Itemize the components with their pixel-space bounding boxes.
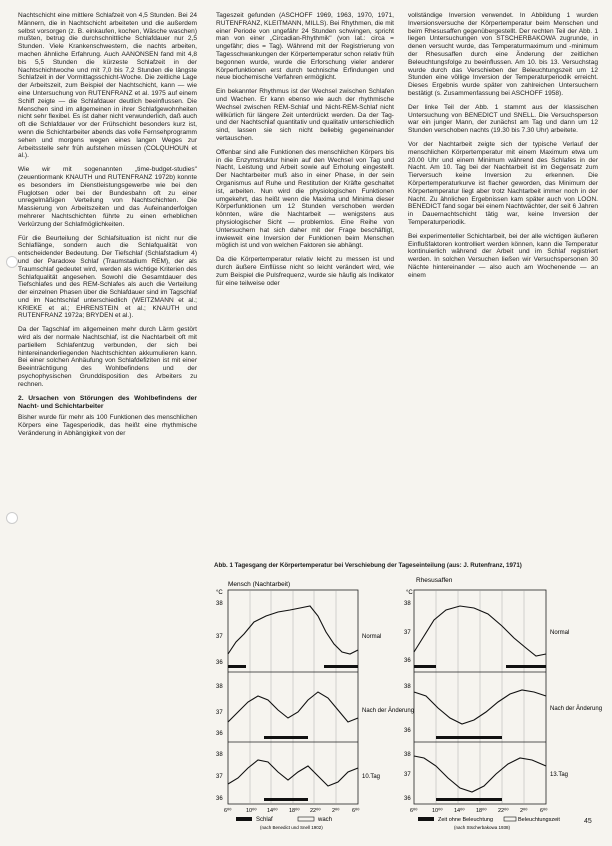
y-tick: 36 (216, 731, 223, 737)
source-left: (nach Benedict und Snell 1902) (260, 825, 323, 830)
right-x-ticks (410, 807, 548, 814)
paragraph: Da die Körpertemperatur relativ leicht zu messen ist und durch äußere Einflüsse nicht so leicht verändert wird, wie zum Beispiel die Pulsfrequenz, wurde sie häufig als Indikator für eine teilweise oder (216, 256, 394, 287)
sleep-bar (264, 736, 308, 739)
left-x-ticks (224, 807, 360, 814)
y-tick: 38 (404, 752, 411, 758)
paragraph: Ein bekannter Rhythmus ist der Wechsel zwischen Schlafen und Wachen. Er kann ebenso wie auch der rhythmische Wechsel zwischen REM-Schlaf und Nicht-REM-Schlaf nicht willkürlich für längere Zeit unterdrückt werden. Da der Tag- und der Nachtschlaf quantitativ und qualitativ unterschiedlich sind, lassen sie sich nicht beliebig gegeneinander vertauschen. (216, 88, 394, 142)
y-tick: 38 (404, 601, 411, 607)
sleep-bar (324, 665, 358, 668)
svg-text:22⁰⁰: 22⁰⁰ (310, 808, 321, 814)
legend-label: Zeit ohne Beleuchtung (438, 817, 494, 823)
curve-label: Nach der Änderung (362, 708, 415, 714)
column-2 (216, 12, 394, 293)
y-tick: 37 (216, 710, 223, 716)
legend-label: Beleuchtungszeit (518, 817, 560, 823)
y-tick: 38 (404, 684, 411, 690)
right-gridlines (436, 590, 524, 804)
svg-text:2⁰⁰: 2⁰⁰ (332, 808, 340, 814)
y-tick: 37 (404, 772, 411, 778)
svg-text:14⁰⁰: 14⁰⁰ (454, 808, 465, 814)
legend-label: Schlaf (256, 817, 273, 823)
y-unit-left: °C (216, 590, 223, 596)
svg-text:6⁰⁰: 6⁰⁰ (224, 808, 232, 814)
legend-swatch-dark (418, 817, 434, 821)
svg-text:6⁰⁰: 6⁰⁰ (410, 808, 418, 814)
y-unit-right: °C (406, 590, 413, 596)
paragraph: Bei experimenteller Schichtarbeit, bei der alle wichtigen äußeren Einflußfaktoren kontrolliert werden können, kann die Temperatur kontinuierlich während der Arbeit und im Schlaf registriert werden. In solchen Versuchen ließen wir Versuchspersonen 30 Nächte hintereinander — also auch am Wochenende — an einem (408, 232, 598, 279)
y-tick: 38 (216, 684, 223, 690)
y-tick: 36 (404, 658, 411, 664)
right-panel-title: Rhesusaffen (416, 577, 453, 584)
page-number: 45 (584, 818, 592, 825)
paragraph: Bisher wurde für mehr als 100 Funktionen des menschlichen Körpers eine Tagesperiodik, das heißt eine rhythmische Veränderung in Abhängigkeit von der (18, 414, 197, 438)
y-tick: 37 (216, 634, 223, 640)
curve-label: Nach der Änderung (550, 706, 603, 712)
paragraph: Offenbar sind alle Funktionen des menschlichen Körpers bis in die Enzymstruktur hinein auf den Wechsel von Tag und Nacht, Leistung und Arbeit sowie auf Erholung eingestellt. Der Nachtarbeiter muß also in einer Phase, in der sein Organismus auf Ruhe und Restitution der Kräfte geschaltet ist, arbeiten. Nun wird die physiologischen Funktionen umgekehrt, das heißt wenn die Maxima und Minima dieser Körperfunktionen um 12 Stunden verschoben werden könnten, wäre die Nachtarbeit — wenigstens aus physiologischer Sicht — problemlos. Eine Reihe von Untersuchern hat sich daher mit der Frage beschäftigt, inwieweit eine Inversion der Funktionen beim Menschen möglich ist und von welchen Faktoren sie abhängt. (216, 148, 394, 250)
svg-text:14⁰⁰: 14⁰⁰ (267, 808, 278, 814)
source-right: (nach Stscherbakowa 1938) (454, 825, 511, 830)
curve-label: 10.Tag (362, 774, 381, 780)
y-tick: 37 (404, 630, 411, 636)
paragraph: Der linke Teil der Abb. 1 stammt aus der klassischen Untersuchung von BENEDICT und SNELL. Die Versuchsperson war ein junger Mann, der zunächst am Tag und dann um 12 Stunden verschoben nachts (19.30 bis 7.30 Uhr) arbeitete. (408, 103, 598, 135)
paragraph: Vor der Nachtarbeit zeigte sich der typische Verlauf der menschlichen Körpertemperatur mit einem Maximum etwa um 20.00 Uhr und einem Minimum während des Schlafes in der Nacht. Am 10. Tag bei der Nachtarbeit ist im Gegensatz zum Tierversuch keine Inversion zu erkennen. Die Körpertemperaturkurve ist flacher geworden, das Minimum der Körpertemperatur liegt aber trotz Nachtarbeit immer noch in der Nacht. Zu ähnlichen Ergebnissen kam später auch von LOON. BENEDICT fand sogar bei einem Nachtwächter, der seit 6 Jahren in Dauernachtschicht tätig war, keine Inversion der Temperaturperiodik. (408, 140, 598, 226)
paragraph: vollständige Inversion verwendet. In Abbildung 1 wurden Inversionsversuche der Körpertemperatur beim Menschen und beim Rhesusaffen gegenübergestellt. Der rechten Teil der Abb. 1 liegen Untersuchungen von STSCHERBAKOWA zugrunde, in denen versucht wurde, das Temperaturmaximum und -minimum der Rhesusaffen durch eine Änderung der zeitlichen Beleuchtungsfolge zu beeinflussen. Am 10. bis 13. Versuchstag wurde durch das Verschieben der Beleuchtungszeit um 12 Stunden eine völlige Inversion der Temperaturperiodik erreicht. Dieses Ergebnis wurde später von zahlreichen Untersuchern bestätigt (s. Zusammenfassung bei ASCHOFF 1958). (408, 12, 598, 97)
figure-graphic (214, 572, 604, 834)
left-gridlines (250, 590, 336, 804)
paragraph: Da der Tagschlaf im allgemeinen mehr durch Lärm gestört wird als der normale Nachtschlaf, ist die Nachtarbeit oft mit partiellem Schlafentzug verbunden, der sich bei hintereinanderliegenden Nachtschichten akkumulieren kann. Bei einer solchen Anhäufung von Schlafdefiziten ist mit einer Beeinträchtigung des Wohlbefindens und der psychophysischen Grunddisposition des Arbeiters zu rechnen. (18, 326, 197, 388)
dark-bar (436, 736, 502, 739)
column-1 (18, 12, 197, 444)
paragraph: Tageszeit gefunden (ASCHOFF 1969, 1963, 1970, 1971, RUTENFRANZ, KLEITMANN, MILLS). Bei Rhythmen, die mit einer Periode von ungefähr 24 Stunden schwingen, spricht man von einer „Circadian-Rhythmik" (von lat.: circa = ungefähr; dies = Tag). Während mit der Registrierung von Tagesschwankungen der Körpertemperatur schon relativ früh begonnen wurde, wurde die Erforschung vieler anderer Körperfunktionen erst durch technische Erfindungen und neue biochemische Verfahren ermöglicht. (216, 12, 394, 82)
figure-1 (214, 562, 604, 832)
dark-bar (506, 665, 546, 668)
curve-label: Normal (362, 634, 382, 640)
paragraph: Wie wir mit sogenannten „time-budget-studies" (zeuentiormank KNAUTH und RUTENFRANZ 1972b) konnte es besonders im Dienstleistungsgewerbe wie bei den Fluglotsen oder bei der Bundesbahn oft zu einer unregelmäßigen Verteilung von Nachtschichten. Die Massierung von Arbeitszeiten und das Aufeinanderfolgen mehrerer Nachtschichten führte zu einen erheblichen Verkürzung der Schlafmöglichkeiten. (18, 166, 197, 228)
dark-bar (414, 665, 436, 668)
legend-swatch-light (504, 817, 516, 821)
figure-caption: Abb. 1 Tagesgang der Körpertemperatur bei Verschiebung der Tageseinteilung (aus: J. Rutenfranz, 1971) (214, 562, 522, 569)
curve-label: 13.Tag (550, 772, 569, 778)
y-tick: 36 (404, 728, 411, 734)
svg-text:10⁰⁰: 10⁰⁰ (246, 808, 257, 814)
punch-hole-top (6, 256, 18, 268)
sleep-bar (228, 665, 246, 668)
column-3 (408, 12, 598, 286)
svg-text:6⁰⁰: 6⁰⁰ (540, 808, 548, 814)
punch-hole-bottom (6, 512, 18, 524)
svg-text:2⁰⁰: 2⁰⁰ (520, 808, 528, 814)
svg-text:10⁰⁰: 10⁰⁰ (432, 808, 443, 814)
curve-label: Normal (550, 630, 570, 636)
legend-swatch-wake (298, 817, 314, 821)
y-tick: 38 (216, 752, 223, 758)
y-tick: 36 (216, 796, 223, 802)
svg-text:18⁰⁰: 18⁰⁰ (289, 808, 300, 814)
dark-bar (436, 798, 502, 801)
paragraph: Nachtschicht eine mittlere Schlafzeit von 4,5 Stunden. Bei 24 Männern, die in Nachtschicht arbeiteten und die außerdem selbst vorsorgen (z. B. einkaufen, kochen, Wäsche waschen) mußten, betrug die durchschnittliche Schlafdauer nur 2,5 Stunden. Viele Krankenschwestern, die nachts arbeiten, machen ähnliche Erfahrung. Auch AANONSEN fand mit 4,8 bis 5,5 Stunden die kürzeste Schlafzeit in der Nachtschichtwoche und mit 7,0 bis 7,2 Stunden die längste Schlafzeit in der Vormittagsschicht-Woche. Die zeitliche Lage der Arbeitszeit, zum Beispiel der Nachtschicht, kann — wie eine Untersuchung von RUTENFRANZ et al. 1975 auf einem Schiff zeigte — die Schlafdauer deutlich beeinflussen. Die Menschen sind im allgemeinen in ihrer Schlafgewohnheiten nicht sehr flexibel. Es ist daher nicht verwunderlich, daß auch oft die Schlafdauer vor der Frühschicht besonders kurz ist, wenn die Schichtarbeiter abends das volle Fernsehprogramm sehen und morgens wegen eines langen Weges zur Arbeitsstelle sehr früh aufstehen müssen (COLQUHOUN et al.). (18, 12, 197, 160)
svg-text:6⁰⁰: 6⁰⁰ (352, 808, 360, 814)
paragraph: Für die Beurteilung der Schlafsituation ist nicht nur die Schlaflänge, sondern auch die Schlafqualität von entscheidender Bedeutung. Der Tiefschlaf (Schlafstadium 4) und der Paradoxe Schlaf (Traumstadium REM), der als Traumschlaf gedeutet wird, werden als wichtige Kriterien des Schlafqualität angesehen. Sowohl die Gesamtdauer des Tiefschlafes und des REM-Schlafes als auch die Verteilung der einzelnen Phasen über die Schlafdauer sind im Tagschlaf und im Nachtschlaf unterschiedlich (WEITZMANN et al.; KRIEKE et al.; EHRENSTEIN et al.; KNAUTH und RUTENFRANZ 1972a; BRYDEN et al.). (18, 234, 197, 320)
y-tick: 36 (216, 660, 223, 666)
left-panel-title: Mensch (Nachtarbeit) (228, 581, 291, 588)
svg-text:22⁰⁰: 22⁰⁰ (498, 808, 509, 814)
sleep-bar (264, 798, 308, 801)
svg-text:18⁰⁰: 18⁰⁰ (476, 808, 487, 814)
y-tick: 38 (216, 601, 223, 607)
legend-swatch-sleep (236, 817, 252, 821)
y-tick: 37 (216, 774, 223, 780)
y-tick: 36 (404, 796, 411, 802)
section-heading: 2. Ursachen von Störungen des Wohlbefindens der Nacht- und Schichtarbeiter (18, 394, 197, 410)
legend-label: wach (318, 817, 333, 823)
